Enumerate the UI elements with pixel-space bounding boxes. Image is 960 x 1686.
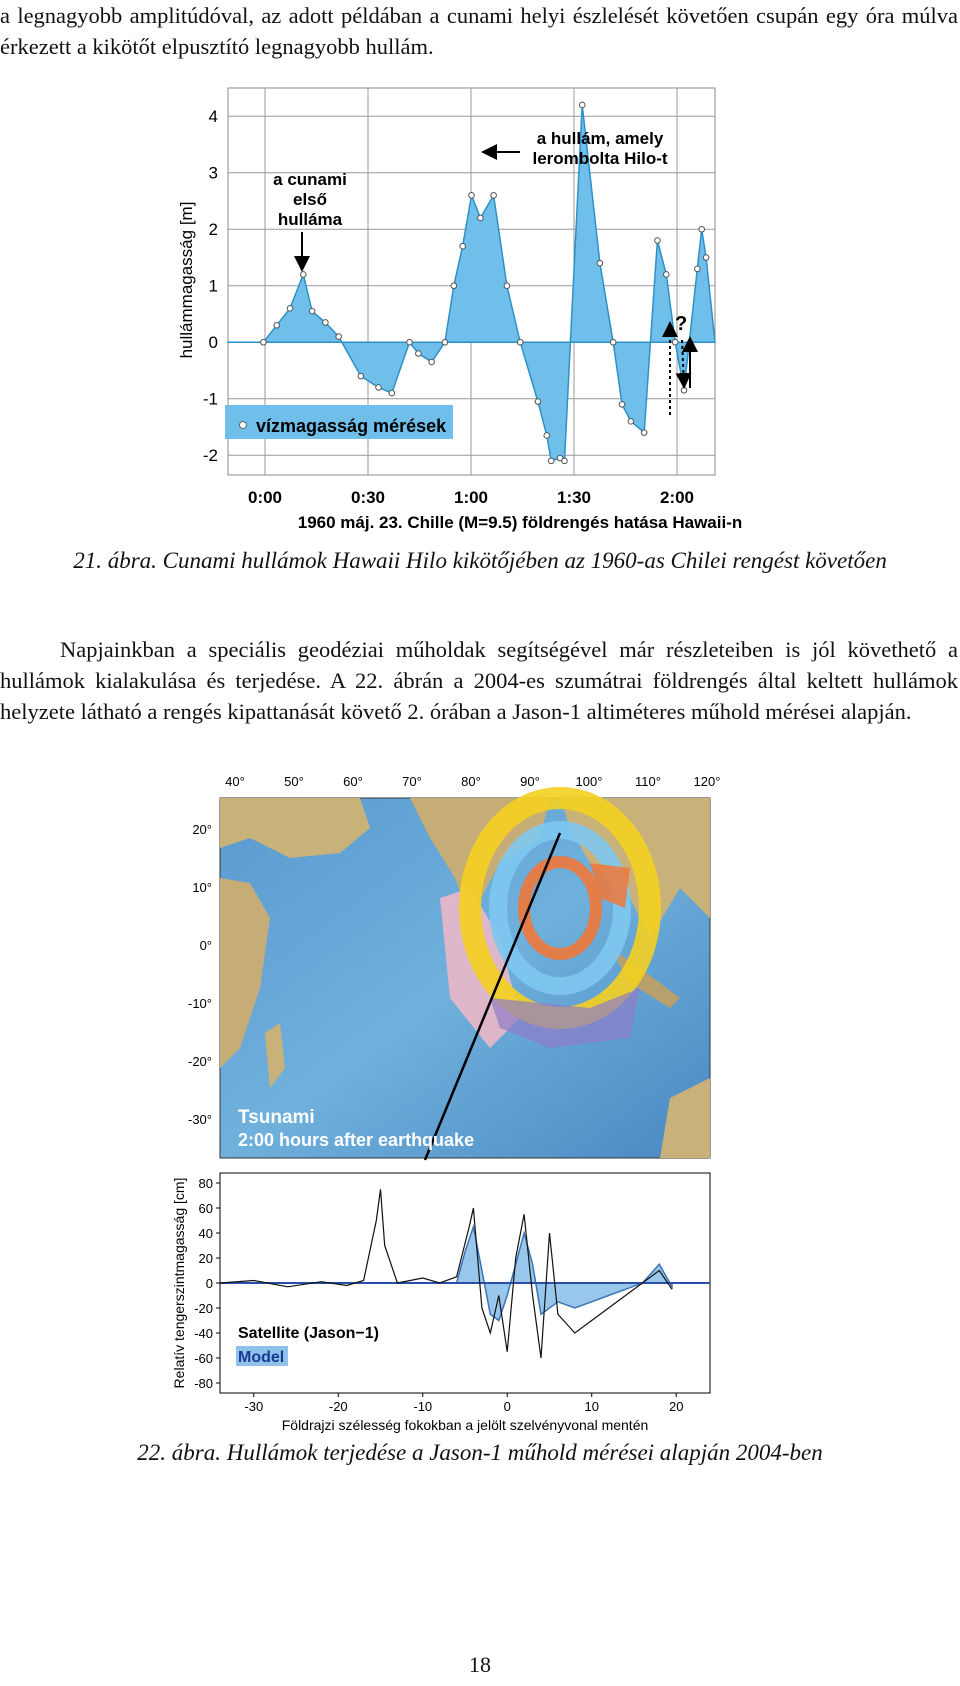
measurement-point	[562, 458, 568, 464]
measurement-point	[641, 430, 647, 436]
lon-tick-label: 70°	[402, 774, 422, 789]
measurement-point	[416, 351, 422, 357]
figure-21-hilo-wave-chart	[170, 80, 780, 570]
measurement-point	[491, 193, 497, 199]
y-tick-label: 2	[208, 220, 218, 240]
lon-tick-label: 50°	[284, 774, 304, 789]
lat-tick-label: 20°	[192, 822, 212, 837]
map-latitude-ticks	[188, 822, 212, 1127]
measurement-point	[323, 320, 329, 326]
measurement-point	[579, 102, 585, 108]
lon-tick-label: 100°	[575, 774, 603, 789]
measurement-point	[655, 238, 661, 244]
measurement-point	[699, 226, 705, 232]
legend-marker	[240, 422, 247, 429]
y-tick-label: 60	[198, 1201, 213, 1216]
map-longitude-ticks	[225, 774, 720, 789]
x-tick-label: 0:00	[247, 488, 283, 507]
y-tick-label: 0	[208, 333, 218, 353]
measurement-point	[610, 339, 616, 345]
x-tick-label: 20	[668, 1399, 684, 1414]
measurement-point	[376, 385, 382, 391]
measurement-point	[274, 322, 280, 328]
map-title-2: 2:00 hours after earthquake	[238, 1130, 475, 1150]
measurement-point	[358, 373, 364, 379]
ann-destroyer-1: a hullám, amely	[536, 129, 664, 148]
measurement-point	[694, 266, 700, 272]
y-tick-label: -40	[194, 1326, 213, 1341]
lon-tick-label: 60°	[343, 774, 363, 789]
measurement-point	[535, 399, 541, 405]
page-number: 18	[469, 1652, 491, 1677]
figure-21-ylabel: hullámmagasság [m]	[177, 201, 196, 359]
lat-tick-label: -20°	[188, 1054, 212, 1069]
intro-paragraph: a legnagyobb amplitúdóval, az adott példában a cunami helyi észlelését követően csupán egy óra múlva érkezett a kikötőt elpusztító legnagyobb hullám.	[0, 3, 958, 59]
y-tick-label: 4	[208, 107, 218, 127]
measurement-point	[478, 215, 484, 221]
y-tick-label: 3	[208, 163, 218, 183]
figure-21-caption: 21. ábra. Cunami hullámok Hawaii Hilo kikötőjében az 1960-as Chilei rengést követően	[73, 548, 887, 573]
ann-question-mark: ?	[675, 313, 688, 335]
measurement-point	[389, 390, 395, 396]
y-tick-label: 80	[198, 1176, 213, 1191]
plot-ylabel: Relatív tengerszintmagasság [cm]	[171, 1177, 187, 1389]
figure-21-xcaption: 1960 máj. 23. Chille (M=9.5) földrengés hatása Hawaii-n	[297, 513, 743, 532]
x-tick-label: 10	[584, 1399, 599, 1414]
plot-xlabel: Földrajzi szélesség fokokban a jelölt szelvényvonal mentén	[281, 1417, 649, 1433]
measurement-point	[597, 260, 603, 266]
measurement-point	[451, 283, 457, 289]
measurement-point	[460, 243, 466, 249]
body-paragraph	[0, 634, 958, 727]
measurement-point	[336, 334, 342, 340]
y-tick-label: -80	[194, 1376, 213, 1391]
figure-22-caption: 22. ábra. Hullámok terjedése a Jason-1 műhold mérései alapján 2004-ben	[137, 1440, 823, 1465]
x-tick-label: 1:30	[556, 488, 592, 507]
x-tick-label: 0	[503, 1399, 511, 1414]
y-tick-label: 40	[198, 1226, 213, 1241]
y-tick-label: -60	[194, 1351, 213, 1366]
lon-tick-label: 40°	[225, 774, 245, 789]
lat-tick-label: -30°	[188, 1112, 212, 1127]
ann-destroyer-2: lerombolta Hilo-t	[532, 149, 668, 168]
x-tick-label: -30	[244, 1399, 264, 1414]
measurement-point	[517, 339, 523, 345]
measurement-point	[703, 255, 709, 261]
measurement-point	[261, 339, 267, 345]
legend-model: Model	[238, 1349, 285, 1366]
lat-tick-label: -10°	[188, 996, 212, 1011]
measurement-point	[469, 193, 475, 199]
lon-tick-label: 90°	[520, 774, 540, 789]
figure-22-tsunami-map	[170, 768, 750, 1168]
y-tick-label: 20	[198, 1251, 213, 1266]
ann-first-wave-3: hulláma	[277, 210, 343, 229]
y-tick-label: -1	[202, 389, 218, 409]
lon-tick-label: 110°	[635, 774, 661, 789]
lat-tick-label: 10°	[192, 880, 212, 895]
measurement-point	[407, 339, 413, 345]
ann-first-wave-2: első	[292, 190, 328, 209]
figure-22-altimetry-plot	[170, 1168, 750, 1438]
map-title-1: Tsunami	[238, 1107, 315, 1128]
measurement-point	[309, 308, 315, 314]
y-tick-label: 0	[205, 1276, 213, 1291]
lon-tick-label: 120°	[693, 774, 721, 789]
x-tick-label: -10	[413, 1399, 433, 1414]
measurement-point	[681, 387, 687, 393]
measurement-point	[300, 272, 306, 278]
measurement-point	[287, 306, 293, 312]
x-tick-label: 2:00	[659, 488, 695, 507]
measurement-point	[672, 339, 678, 345]
lon-tick-label: 80°	[461, 774, 481, 789]
body-paragraph-text: Napjainkban a speciális geodéziai műholdak segítségével már részleteiben is jól követhető a hullámok kialakulása és terjedése. A 22. ábrán a 2004-es szumátrai földrengés által keltett hullámok helyzete látható a rengés kipattanását követő 2. órában a Jason-1 altiméteres műhold mérései alapján.	[0, 637, 958, 724]
measurement-point	[544, 433, 550, 439]
measurement-point	[442, 339, 448, 345]
measurement-point	[548, 458, 554, 464]
measurement-point	[619, 402, 625, 408]
measurement-point	[664, 272, 670, 278]
y-tick-label: -2	[202, 446, 218, 466]
y-tick-label: -20	[194, 1301, 213, 1316]
measurement-point	[504, 283, 510, 289]
legend-label: vízmagasság mérések	[256, 416, 447, 436]
ann-first-wave-1: a cunami	[273, 170, 347, 189]
lat-tick-label: 0°	[199, 938, 212, 953]
legend-satellite: Satellite (Jason−1)	[238, 1325, 379, 1342]
measurement-point	[628, 419, 634, 425]
y-tick-label: 1	[208, 276, 218, 296]
x-tick-label: 1:00	[453, 488, 489, 507]
x-tick-label: 0:30	[350, 488, 386, 507]
measurement-point	[429, 359, 435, 365]
x-tick-label: -20	[328, 1399, 348, 1414]
